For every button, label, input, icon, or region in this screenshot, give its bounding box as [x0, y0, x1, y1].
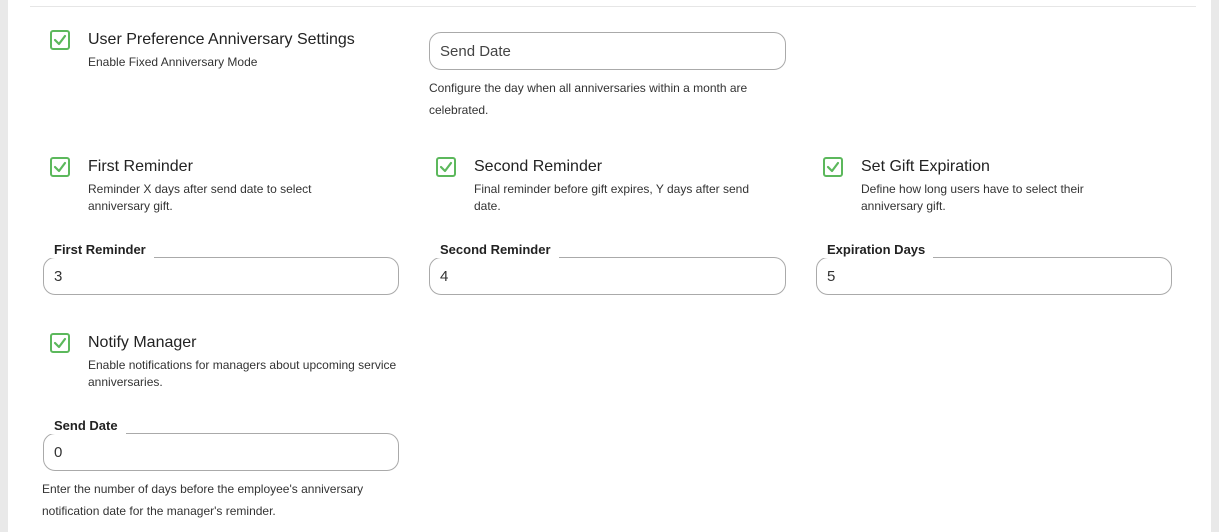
send-date-select[interactable]: Send Date: [429, 32, 786, 70]
gift-expiration-title: Set Gift Expiration: [861, 158, 990, 175]
settings-panel: [8, 0, 1211, 532]
second-reminder-description: Final reminder before gift expires, Y days after send date.: [474, 182, 750, 213]
first-reminder-input[interactable]: 3: [43, 257, 399, 295]
check-icon: [53, 160, 67, 174]
anniversary-checkbox[interactable]: [50, 30, 70, 50]
second-reminder-field-label: Second Reminder: [430, 242, 559, 258]
second-reminder-title: Second Reminder: [474, 158, 603, 175]
check-icon: [53, 336, 67, 350]
gift-expiration-checkbox[interactable]: [823, 157, 843, 177]
expiration-days-input[interactable]: 5: [816, 257, 1172, 295]
manager-help-text: Enter the number of days before the employee's anniversary notification date for the manager's reminder.: [42, 482, 364, 518]
first-reminder-field-label: First Reminder: [44, 242, 154, 258]
manager-send-date-field-label: Send Date: [44, 418, 126, 434]
check-icon: [826, 160, 840, 174]
gift-expiration-description: Define how long users have to select their anniversary gift.: [861, 182, 1084, 213]
notify-manager-description: Enable notifications for managers about upcoming service anniversaries.: [88, 358, 397, 389]
check-icon: [439, 160, 453, 174]
notify-manager-checkbox[interactable]: [50, 333, 70, 353]
anniversary-help-text: Configure the day when all anniversaries within a month are celebrated.: [429, 81, 748, 117]
top-divider: [30, 6, 1196, 7]
check-icon: [53, 33, 67, 47]
anniversary-description: Enable Fixed Anniversary Mode: [88, 55, 258, 69]
notify-manager-title: Notify Manager: [88, 334, 197, 351]
expiration-days-field-label: Expiration Days: [817, 242, 933, 258]
manager-send-date-input[interactable]: 0: [43, 433, 399, 471]
first-reminder-description: Reminder X days after send date to select anniversary gift.: [88, 182, 312, 213]
first-reminder-checkbox[interactable]: [50, 157, 70, 177]
first-reminder-title: First Reminder: [88, 158, 193, 175]
second-reminder-checkbox[interactable]: [436, 157, 456, 177]
anniversary-title: User Preference Anniversary Settings: [88, 31, 355, 48]
second-reminder-input[interactable]: 4: [429, 257, 786, 295]
